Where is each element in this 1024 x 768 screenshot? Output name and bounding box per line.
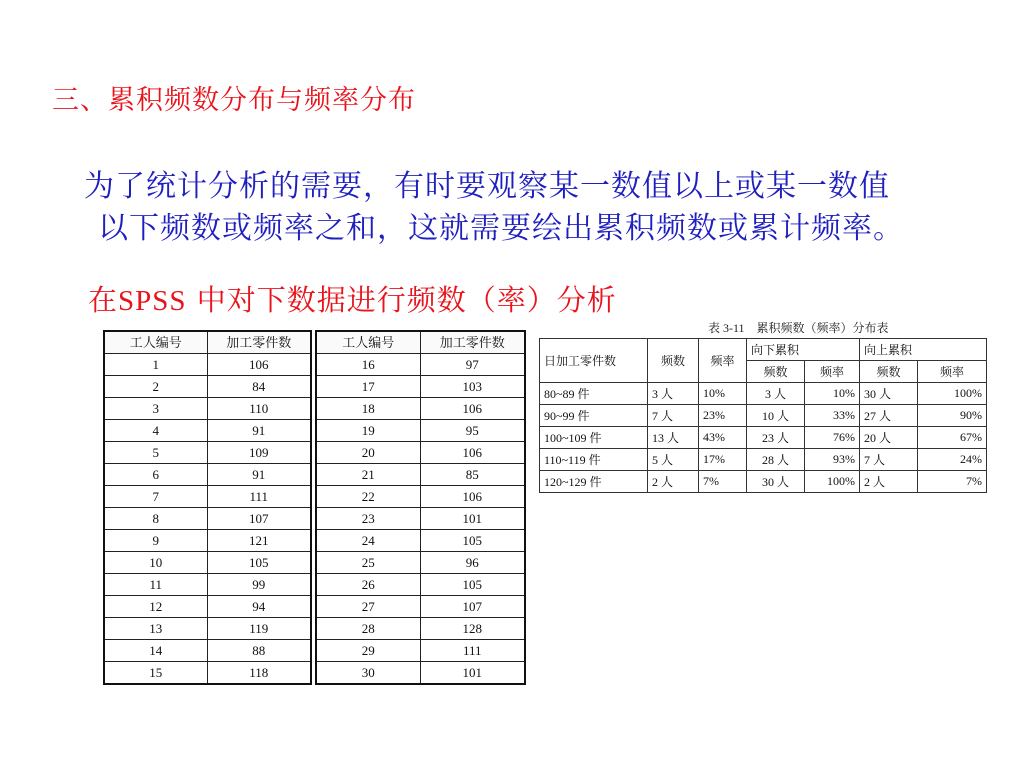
table-row xyxy=(316,618,525,640)
table-row xyxy=(104,420,311,442)
intro-paragraph xyxy=(84,166,984,250)
frequency-cell: 2 人 xyxy=(648,471,699,493)
range-cell: 80~89 件 xyxy=(540,383,648,405)
parts-count-cell: 96 xyxy=(420,552,525,574)
raw-data-table-right xyxy=(315,330,526,685)
table-row xyxy=(316,508,525,530)
down-rate-cell: 33% xyxy=(805,405,860,427)
header-upward-cumulative: 向上累积 xyxy=(860,339,987,361)
parts-count-cell: 111 xyxy=(207,486,311,508)
raw-header-row xyxy=(104,331,311,354)
table-row xyxy=(316,442,525,464)
worker-id-cell: 10 xyxy=(104,552,207,574)
parts-count-cell: 106 xyxy=(420,398,525,420)
header-parts-count: 加工零件数 xyxy=(207,331,311,354)
table-row xyxy=(104,486,311,508)
worker-id-cell: 30 xyxy=(316,662,420,685)
parts-count-cell: 91 xyxy=(207,464,311,486)
table-row xyxy=(104,508,311,530)
up-rate-cell: 7% xyxy=(918,471,987,493)
header-worker-id: 工人编号 xyxy=(316,331,420,354)
parts-count-cell: 106 xyxy=(207,354,311,376)
parts-count-cell: 128 xyxy=(420,618,525,640)
worker-id-cell: 22 xyxy=(316,486,420,508)
raw-data-table-left xyxy=(103,330,312,685)
worker-id-cell: 7 xyxy=(104,486,207,508)
parts-count-cell: 109 xyxy=(207,442,311,464)
table-row xyxy=(104,574,311,596)
up-frequency-cell: 7 人 xyxy=(860,449,918,471)
header-up-frequency: 频数 xyxy=(860,361,918,383)
paragraph-line-2: 以下频数或频率之和，这就需要绘出累积频数或累计频率。 xyxy=(98,211,904,246)
table-row xyxy=(316,486,525,508)
header-up-rate: 频率 xyxy=(918,361,987,383)
up-rate-cell: 24% xyxy=(918,449,987,471)
worker-id-cell: 9 xyxy=(104,530,207,552)
down-frequency-cell: 10 人 xyxy=(747,405,805,427)
down-frequency-cell: 23 人 xyxy=(747,427,805,449)
table-row xyxy=(104,552,311,574)
frequency-cell: 7 人 xyxy=(648,405,699,427)
table-row xyxy=(316,354,525,376)
parts-count-cell: 106 xyxy=(420,486,525,508)
parts-count-cell: 106 xyxy=(420,442,525,464)
cumulative-frequency-table xyxy=(539,338,987,493)
subheading-suffix: 中对下数据进行频数（率）分析 xyxy=(186,283,617,317)
header-rate: 频率 xyxy=(699,339,747,383)
worker-id-cell: 15 xyxy=(104,662,207,685)
worker-id-cell: 27 xyxy=(316,596,420,618)
table-row xyxy=(316,662,525,685)
parts-count-cell: 111 xyxy=(420,640,525,662)
table-row xyxy=(540,405,987,427)
table-row xyxy=(316,640,525,662)
header-daily-parts: 日加工零件数 xyxy=(540,339,648,383)
table-row xyxy=(316,398,525,420)
table-row xyxy=(540,427,987,449)
parts-count-cell: 118 xyxy=(207,662,311,685)
table-row xyxy=(316,552,525,574)
worker-id-cell: 3 xyxy=(104,398,207,420)
paragraph-line-1: 为了统计分析的需要，有时要观察某一数值以上或某一数值 xyxy=(84,169,890,204)
down-frequency-cell: 30 人 xyxy=(747,471,805,493)
slide-heading: 三、累积频数分布与频率分布 xyxy=(52,85,416,116)
parts-count-cell: 110 xyxy=(207,398,311,420)
worker-id-cell: 17 xyxy=(316,376,420,398)
header-down-frequency: 频数 xyxy=(747,361,805,383)
parts-count-cell: 85 xyxy=(420,464,525,486)
down-rate-cell: 10% xyxy=(805,383,860,405)
worker-id-cell: 25 xyxy=(316,552,420,574)
cum-header-row-1 xyxy=(540,339,987,361)
worker-id-cell: 2 xyxy=(104,376,207,398)
table-row xyxy=(104,376,311,398)
header-parts-count: 加工零件数 xyxy=(420,331,525,354)
up-frequency-cell: 2 人 xyxy=(860,471,918,493)
subheading-prefix: 在 xyxy=(88,283,119,317)
table-row xyxy=(104,662,311,685)
range-cell: 90~99 件 xyxy=(540,405,648,427)
parts-count-cell: 119 xyxy=(207,618,311,640)
parts-count-cell: 105 xyxy=(207,552,311,574)
frequency-cell: 13 人 xyxy=(648,427,699,449)
worker-id-cell: 19 xyxy=(316,420,420,442)
table-row xyxy=(316,574,525,596)
worker-id-cell: 24 xyxy=(316,530,420,552)
worker-id-cell: 1 xyxy=(104,354,207,376)
rate-cell: 17% xyxy=(699,449,747,471)
parts-count-cell: 105 xyxy=(420,530,525,552)
table-row xyxy=(316,596,525,618)
rate-cell: 43% xyxy=(699,427,747,449)
rate-cell: 10% xyxy=(699,383,747,405)
range-cell: 120~129 件 xyxy=(540,471,648,493)
range-cell: 110~119 件 xyxy=(540,449,648,471)
table-row xyxy=(104,596,311,618)
frequency-cell: 5 人 xyxy=(648,449,699,471)
header-downward-cumulative: 向下累积 xyxy=(747,339,860,361)
up-rate-cell: 67% xyxy=(918,427,987,449)
parts-count-cell: 88 xyxy=(207,640,311,662)
worker-id-cell: 20 xyxy=(316,442,420,464)
raw-header-row xyxy=(316,331,525,354)
table-row xyxy=(540,383,987,405)
worker-id-cell: 6 xyxy=(104,464,207,486)
down-rate-cell: 100% xyxy=(805,471,860,493)
parts-count-cell: 101 xyxy=(420,662,525,685)
worker-id-cell: 11 xyxy=(104,574,207,596)
header-frequency: 频数 xyxy=(648,339,699,383)
table-row xyxy=(540,471,987,493)
parts-count-cell: 95 xyxy=(420,420,525,442)
subheading-spss: SPSS xyxy=(118,285,187,317)
parts-count-cell: 107 xyxy=(420,596,525,618)
worker-id-cell: 16 xyxy=(316,354,420,376)
worker-id-cell: 18 xyxy=(316,398,420,420)
header-down-rate: 频率 xyxy=(805,361,860,383)
table-row xyxy=(540,449,987,471)
parts-count-cell: 99 xyxy=(207,574,311,596)
parts-count-cell: 105 xyxy=(420,574,525,596)
table-row xyxy=(316,376,525,398)
worker-id-cell: 12 xyxy=(104,596,207,618)
parts-count-cell: 101 xyxy=(420,508,525,530)
worker-id-cell: 26 xyxy=(316,574,420,596)
parts-count-cell: 121 xyxy=(207,530,311,552)
worker-id-cell: 21 xyxy=(316,464,420,486)
down-frequency-cell: 28 人 xyxy=(747,449,805,471)
worker-id-cell: 5 xyxy=(104,442,207,464)
worker-id-cell: 13 xyxy=(104,618,207,640)
down-rate-cell: 76% xyxy=(805,427,860,449)
table-row xyxy=(104,354,311,376)
range-cell: 100~109 件 xyxy=(540,427,648,449)
worker-id-cell: 4 xyxy=(104,420,207,442)
up-frequency-cell: 20 人 xyxy=(860,427,918,449)
parts-count-cell: 84 xyxy=(207,376,311,398)
rate-cell: 7% xyxy=(699,471,747,493)
frequency-cell: 3 人 xyxy=(648,383,699,405)
rate-cell: 23% xyxy=(699,405,747,427)
parts-count-cell: 107 xyxy=(207,508,311,530)
table-row xyxy=(316,420,525,442)
down-rate-cell: 93% xyxy=(805,449,860,471)
up-rate-cell: 100% xyxy=(918,383,987,405)
table-row xyxy=(316,530,525,552)
table-row xyxy=(104,442,311,464)
worker-id-cell: 8 xyxy=(104,508,207,530)
worker-id-cell: 29 xyxy=(316,640,420,662)
table-row xyxy=(104,530,311,552)
worker-id-cell: 28 xyxy=(316,618,420,640)
header-worker-id: 工人编号 xyxy=(104,331,207,354)
table-row xyxy=(104,464,311,486)
parts-count-cell: 94 xyxy=(207,596,311,618)
down-frequency-cell: 3 人 xyxy=(747,383,805,405)
table-row xyxy=(104,640,311,662)
parts-count-cell: 97 xyxy=(420,354,525,376)
up-frequency-cell: 27 人 xyxy=(860,405,918,427)
worker-id-cell: 14 xyxy=(104,640,207,662)
worker-id-cell: 23 xyxy=(316,508,420,530)
table-row xyxy=(104,398,311,420)
cum-table-caption: 表 3-11 累积频数（频率）分布表 xyxy=(708,321,889,335)
up-frequency-cell: 30 人 xyxy=(860,383,918,405)
parts-count-cell: 103 xyxy=(420,376,525,398)
spss-subheading xyxy=(88,278,617,319)
parts-count-cell: 91 xyxy=(207,420,311,442)
table-row xyxy=(104,618,311,640)
up-rate-cell: 90% xyxy=(918,405,987,427)
table-row xyxy=(316,464,525,486)
